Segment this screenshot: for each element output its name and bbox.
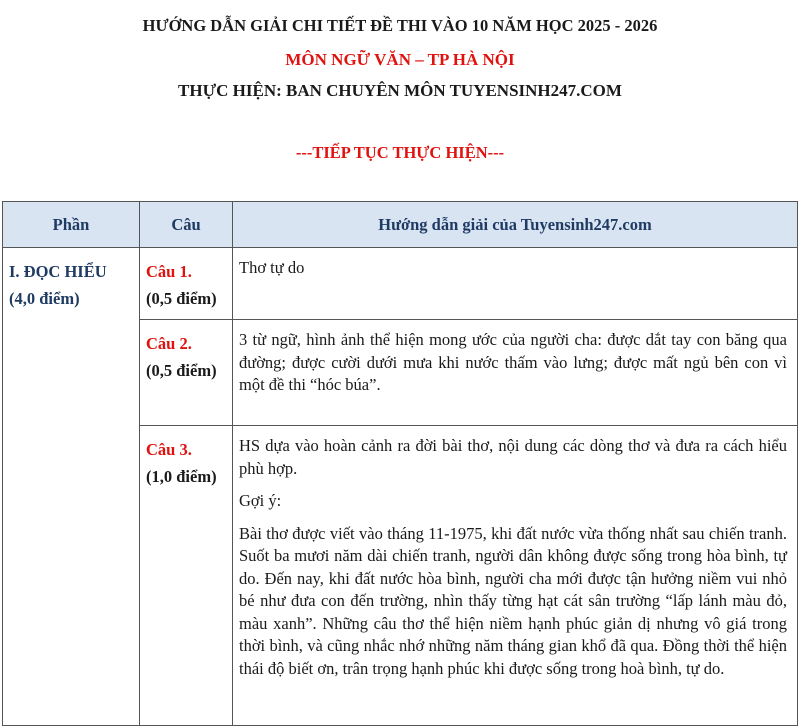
answer-hint-label: Gợi ý: <box>239 491 282 510</box>
answer-table <box>2 201 798 726</box>
answer-text: 3 từ ngữ, hình ảnh thể hiện mong ước của người cha: được dắt tay con băng qua đường; được cười dưới mưa khi nước thấm vào lưng; được mất ngủ bên con vì một đề thi “hóc búa”. <box>239 330 787 394</box>
question-label: Câu 2. <box>146 334 192 353</box>
answer-cell <box>233 248 798 320</box>
section-cell <box>3 248 140 726</box>
question-label: Câu 1. <box>146 262 192 281</box>
question-cell <box>140 320 233 426</box>
answer-text: HS dựa vào hoàn cảnh ra đời bài thơ, nội dung các dòng thơ và đưa ra cách hiểu phù hợp. <box>239 436 787 478</box>
section-name: I. ĐỌC HIỂU <box>9 262 107 281</box>
column-header-huong-dan: Hướng dẫn giải của Tuyensinh247.com <box>233 202 798 248</box>
continuation-note: ---TIẾP TỤC THỰC HIỆN--- <box>295 143 505 162</box>
answer-cell <box>233 426 798 726</box>
question-points: (0,5 điểm) <box>146 289 217 308</box>
answer-text: Thơ tự do <box>239 258 305 277</box>
answer-cell <box>233 320 798 426</box>
question-cell <box>140 248 233 320</box>
section-points: (4,0 điểm) <box>9 289 80 308</box>
subject-title: MÔN NGỮ VĂN – TP HÀ NỘI <box>285 50 515 69</box>
question-label: Câu 3. <box>146 440 192 459</box>
column-header-cau: Câu <box>140 202 233 248</box>
table-row <box>3 248 798 320</box>
question-points: (0,5 điểm) <box>146 361 217 380</box>
document-title: HƯỚNG DẪN GIẢI CHI TIẾT ĐỀ THI VÀO 10 NĂM HỌC 2025 - 2026 <box>142 16 658 35</box>
table-header-row <box>3 202 798 248</box>
author-line: THỰC HIỆN: BAN CHUYÊN MÔN TUYENSINH247.COM <box>178 81 622 100</box>
answer-text: Bài thơ được viết vào tháng 11-1975, khi đất nước vừa thống nhất sau chiến tranh. Suốt ba mươi năm dài chiến tranh, người dân không được sống trong hòa bình, tự do. Đến nay, khi đất nước hòa bình, người cha mới được tận hưởng niềm vui nhỏ bé như đưa con đến trường, nhìn thấy từng hạt cát sân trường “lấp lánh màu đỏ, màu xanh”. Những câu thơ thể hiện niềm hạnh phúc giản dị nhưng vô giá trong thời bình, và cũng nhắc nhớ những năm tháng gian khổ đã qua. Đồng thời thể hiện thái độ biết ơn, trân trọng hạnh phúc khi được sống trong hoà bình, tự do. <box>239 523 787 678</box>
column-header-phan: Phần <box>3 202 140 248</box>
question-points: (1,0 điểm) <box>146 467 217 486</box>
question-cell <box>140 426 233 726</box>
